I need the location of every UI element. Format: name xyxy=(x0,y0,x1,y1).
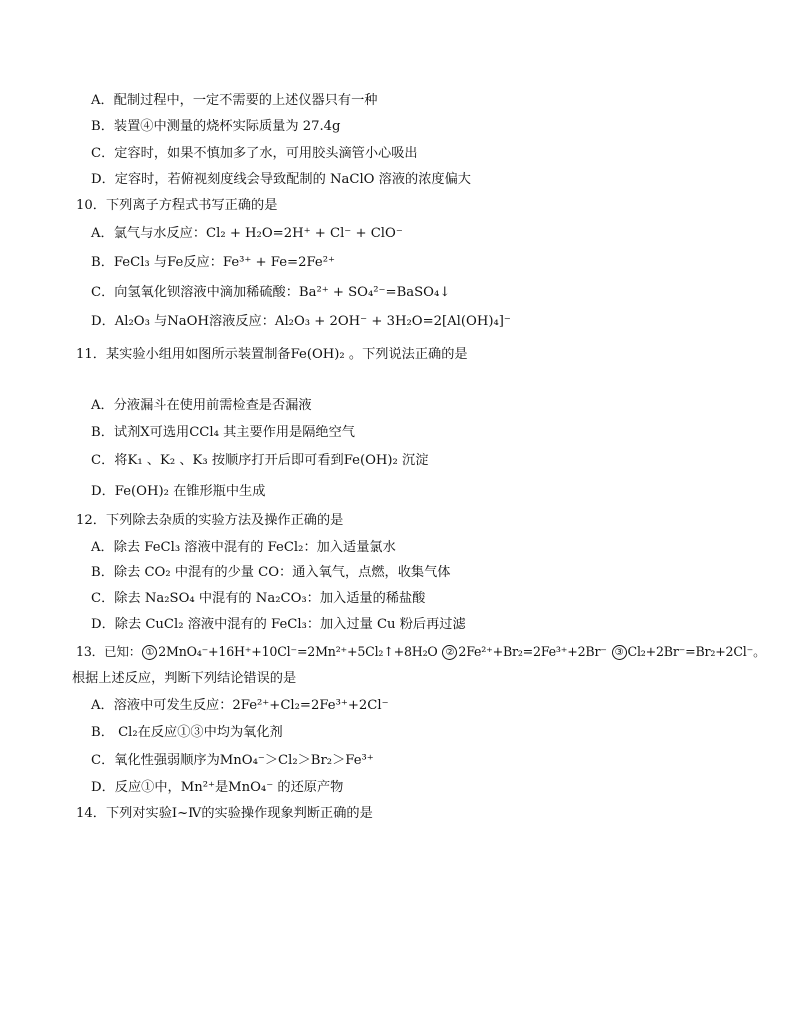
q10-stem: 10．下列离子方程式书写正确的是 xyxy=(76,198,278,213)
q10-option-b-equation: Fe³⁺ + Fe=2Fe²⁺ xyxy=(222,255,335,270)
q10-option-d xyxy=(91,313,511,331)
q10-option-b-label: B．FeCl₃ 与Fe反应： xyxy=(91,255,223,270)
q9-option-d: D．定容时，若俯视刻度线会导致配制的 NaClO 溶液的浓度偏大 xyxy=(91,172,471,187)
q10-option-d-label: D．Al₂O₃ 与NaOH溶液反应： xyxy=(91,314,275,329)
reaction-3-marker: ③ xyxy=(612,645,627,660)
q10-option-a-equation: Cl₂ + H₂O=2H⁺ + Cl⁻ + ClO⁻ xyxy=(206,226,403,241)
q13-option-a: A．溶液中可发生反应：2Fe²⁺+Cl₂=2Fe³⁺+2Cl⁻ xyxy=(91,698,389,713)
q12-option-a: A．除去 FeCl₃ 溶液中混有的 FeCl₂：加入适量氯水 xyxy=(91,540,396,555)
q9-option-c: C．定容时，如果不慎加多了水，可用胶头滴管小心吸出 xyxy=(91,146,418,161)
q10-option-c-label: C．向氢氧化钡溶液中滴加稀硫酸： xyxy=(91,285,299,300)
q13-option-c: C．氧化性强弱顺序为MnO₄⁻＞Cl₂＞Br₂＞Fe³⁺ xyxy=(91,753,374,768)
q10-option-a xyxy=(91,225,403,243)
q12-option-c: C．除去 Na₂SO₄ 中混有的 Na₂CO₃：加入适量的稀盐酸 xyxy=(91,591,426,606)
q13-reaction-1: 2MnO₄⁻+16H⁺+10Cl⁻=2Mn²⁺+5Cl₂↑+8H₂O xyxy=(158,644,438,659)
q12-option-d: D．除去 CuCl₂ 溶液中混有的 FeCl₃：加入过量 Cu 粉后再过滤 xyxy=(91,617,466,632)
q14-stem: 14．下列对实验Ⅰ~Ⅳ的实验操作现象判断正确的是 xyxy=(76,806,373,821)
q13-option-b: B． Cl₂在反应①③中均为氧化剂 xyxy=(91,725,283,740)
q12-option-b: B．除去 CO₂ 中混有的少量 CO：通入氧气，点燃，收集气体 xyxy=(91,565,451,580)
q13-reaction-3: Cl₂+2Br⁻=Br₂+2Cl⁻。 xyxy=(627,644,766,659)
q10-option-a-label: A．氯气与水反应： xyxy=(91,226,207,241)
reaction-1-marker: ① xyxy=(142,645,157,660)
reaction-2-marker: ② xyxy=(442,645,457,660)
q13-option-d: D．反应①中，Mn²⁺是MnO₄⁻ 的还原产物 xyxy=(91,780,344,795)
q11-stem: 11．某实验小组用如图所示装置制备Fe(OH)₂ 。下列说法正确的是 xyxy=(76,347,468,362)
q10-option-c xyxy=(91,284,450,302)
q9-option-a: A．配制过程中，一定不需要的上述仪器只有一种 xyxy=(91,93,378,108)
q13-prefix: 13．已知： xyxy=(76,644,142,659)
q10-option-b xyxy=(91,254,335,272)
q11-option-a: A．分液漏斗在使用前需检查是否漏液 xyxy=(91,398,312,413)
q13-stem-line-2: 根据上述反应，判断下列结论错误的是 xyxy=(72,671,297,686)
q11-option-c: C．将K₁ 、K₂ 、K₃ 按顺序打开后即可看到Fe(OH)₂ 沉淀 xyxy=(91,453,429,468)
q13-reaction-2: 2Fe²⁺+Br₂=2Fe³⁺+2Br⁻ xyxy=(458,644,607,659)
q12-stem: 12．下列除去杂质的实验方法及操作正确的是 xyxy=(76,513,344,528)
q11-option-d: D．Fe(OH)₂ 在锥形瓶中生成 xyxy=(91,484,266,499)
q10-option-c-equation: Ba²⁺ + SO₄²⁻=BaSO₄↓ xyxy=(298,285,451,300)
q10-option-d-equation: Al₂O₃ + 2OH⁻ + 3H₂O=2[Al(OH)₄]⁻ xyxy=(274,314,511,329)
q9-option-b: B．装置④中测量的烧杯实际质量为 27.4g xyxy=(91,119,341,134)
q13-stem xyxy=(76,643,765,661)
q11-option-b: B．试剂X可选用CCl₄ 其主要作用是隔绝空气 xyxy=(91,425,355,440)
